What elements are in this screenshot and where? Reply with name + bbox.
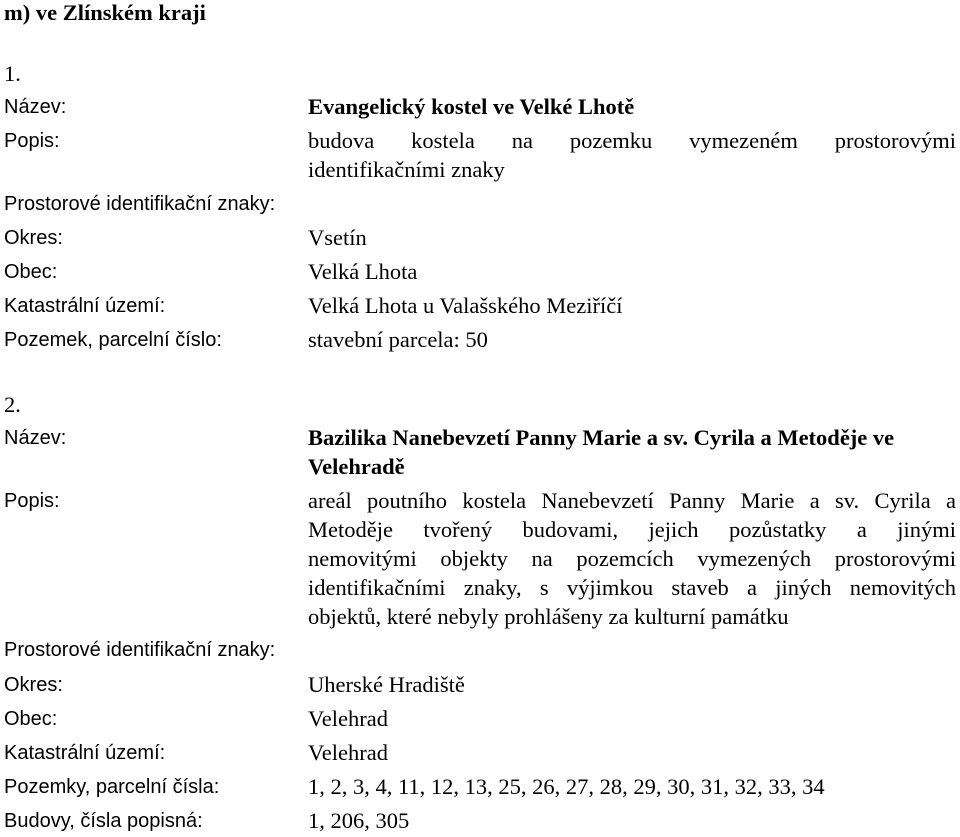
label-nazev: Název: bbox=[4, 427, 67, 449]
label-okres: Okres: bbox=[4, 227, 63, 249]
entry-description-line: identifikačními znaky bbox=[308, 157, 505, 182]
entry-description-line: Metoděje tvořený budovami, jejich pozůstatky a jinými bbox=[308, 517, 956, 542]
entry-description-line: objektů, které nebyly prohlášeny za kulturní památku bbox=[308, 604, 789, 629]
okres-value: Uherské Hradiště bbox=[308, 672, 465, 697]
pozemek-value: stavební parcela: 50 bbox=[308, 327, 488, 352]
pozemky-value: 1, 2, 3, 4, 11, 12, 13, 25, 26, 27, 28, 29, 30, 31, 32, 33, 34 bbox=[308, 774, 825, 799]
label-popis: Popis: bbox=[4, 130, 60, 152]
obec-value: Velehrad bbox=[308, 706, 388, 731]
entry-description-line: budova kostela na pozemku vymezeném prostorovými bbox=[308, 128, 956, 153]
entry-description-line: nemovitými objekty na pozemcích vymezených prostorovými bbox=[308, 546, 956, 571]
label-katastr: Katastrální území: bbox=[4, 742, 166, 764]
label-budovy: Budovy, čísla popisná: bbox=[4, 810, 203, 832]
label-obec: Obec: bbox=[4, 708, 58, 730]
entry-description-line: identifikačními znaky, s výjimkou staveb a jiných nemovitých bbox=[308, 575, 956, 600]
label-nazev: Název: bbox=[4, 96, 67, 118]
entry-name: Evangelický kostel ve Velké Lhotě bbox=[308, 94, 635, 119]
katastr-value: Velká Lhota u Valašského Meziříčí bbox=[308, 293, 623, 318]
budovy-value: 1, 206, 305 bbox=[308, 808, 410, 833]
entry-description-line: areál poutního kostela Nanebevzetí Panny Marie a sv. Cyrila a bbox=[308, 488, 956, 513]
label-katastr: Katastrální území: bbox=[4, 295, 166, 317]
label-prostorove: Prostorové identifikační znaky: bbox=[4, 193, 276, 215]
entry-name-line: Velehradě bbox=[308, 454, 405, 479]
label-prostorove: Prostorové identifikační znaky: bbox=[4, 639, 276, 661]
label-okres: Okres: bbox=[4, 674, 63, 696]
entry-name-line: Bazilika Nanebevzetí Panny Marie a sv. Cyrila a Metoděje ve bbox=[308, 425, 895, 450]
label-obec: Obec: bbox=[4, 261, 58, 283]
katastr-value: Velehrad bbox=[308, 740, 388, 765]
label-popis: Popis: bbox=[4, 490, 60, 512]
obec-value: Velká Lhota bbox=[308, 259, 418, 284]
entry-number: 1. bbox=[4, 61, 21, 86]
okres-value: Vsetín bbox=[308, 225, 367, 250]
label-pozemek: Pozemek, parcelní číslo: bbox=[4, 329, 222, 351]
section-heading: m) ve Zlínském kraji bbox=[4, 0, 206, 25]
entry-number: 2. bbox=[4, 392, 21, 417]
label-pozemky: Pozemky, parcelní čísla: bbox=[4, 776, 220, 798]
